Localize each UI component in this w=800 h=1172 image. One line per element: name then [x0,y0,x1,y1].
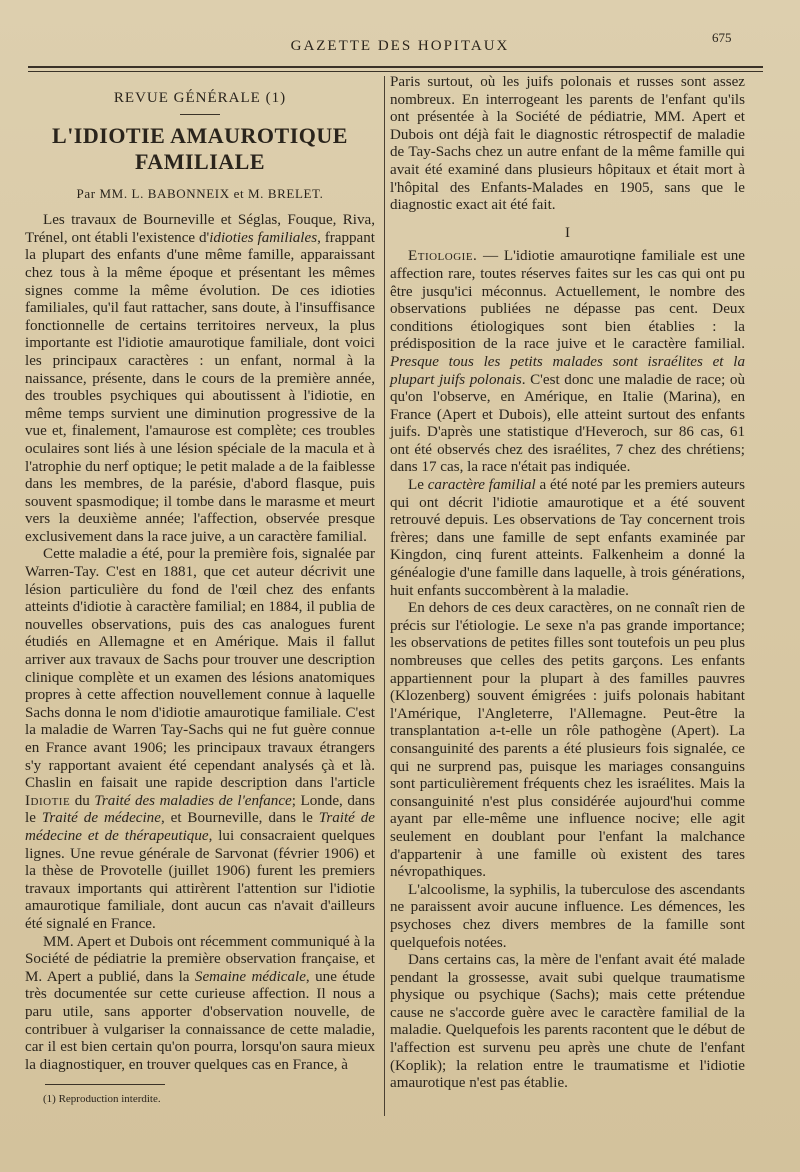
paragraph: MM. Apert et Dubois ont récemment communiqué à la Société de pédiatrie la première observation française, et M. Apert a publié, dans la Semaine médicale, une étude très documentée sur cette curieuse affection. Il nous a paru utile, sans apporter d'observation nouvelle, de contribuer à vulgariser la connaissance de cette maladie, car il est bien certain qu'on pourra, lorsqu'on saura mieux la diagnostiquer, en trouver quelques cas en France, à [25,933,375,1073]
header-rule-thin [28,71,763,72]
paragraph: Etiologie. — L'idiotie amaurotiqne familiale est une affection rare, toutes réserves faites sur les cas qui ont pu être jusqu'ici méconnus. Actuellement, le nombre des observations publiées ne dépasse pas cent. Deux conditions étiologiques sont bien établies : la prédisposition de la race juive et le caractère familial. Presque tous les petits malades sont israélites et la plupart juifs polonais. C'est donc une maladie de race; où qu'on l'observe, en Amérique, en Italie (Marina), en France (Apert et Dubois), elle atteint surtout des enfants juifs. D'après une statistique d'Heveroch, sur 86 cas, 61 ont été observés chez des israélites, 7 chez des chrétiens; dans 17 cas, la race n'était pas indiquée. [390,248,745,476]
page-number: 675 [712,30,732,45]
section-number: I [565,224,570,241]
title-rule [180,114,220,115]
paragraph: Paris surtout, où les juifs polonais et russes sont assez nombreux. En interrogeant les parents de l'enfant qu'ils ont présentée à la Société de pédiatrie, MM. Apert et Dubois ont déjà fait le diagnostic rétrospectif de maladie de Tay-Sachs chez un autre enfant de la même famille qui avait été examiné dans plusieurs hôpitaux et était mort à l'hôpital des Enfants-Malades en 1905, sans que le diagnostic exact ait été fait. [390,74,745,214]
running-header: GAZETTE DES HOPITAUX [290,38,510,54]
byline: Par MM. L. BABONNEIX et M. BRELET. [76,185,324,201]
article-title: L'IDIOTIE AMAUROTIQUE FAMILIALE [52,122,348,174]
paragraph: L'alcoolisme, la syphilis, la tuberculose des ascendants ne paraissent avoir aucune influence. Les démences, les psychoses chez divers membres de la famille sont quelquefois notées. [390,881,745,951]
left-column [25,74,375,1109]
paragraph: Le caractère familial a été noté par les premiers auteurs qui ont décrit l'idiotie amaurotique et a été souvent retrouvé depuis. Les observations de Tay concernent trois frères; dans une famille de sept enfants examinée par Kingdon, cinq furent atteints. Falkenheim a donné la généalogie d'une famille dans laquelle, à trois générations, huit enfants succombèrent à la maladie. [390,477,745,599]
footnote: (1) Reproduction interdite. [43,1093,161,1106]
right-column [390,74,745,1093]
footnote-rule [45,1084,165,1085]
paragraph: Cette maladie a été, pour la première fois, signalée par Warren-Tay. C'est en 1881, que cet auteur décrivit une lésion particulière du fond de l'œil chez des enfants atteints d'idiotie à caractère familial; en 1884, il publia de nouvelles observations, puis des cas analogues furent étudiés en Allemagne et en Amérique. Mais il fallut arriver aux travaux de Sachs pour trouver une description clinique complète et un examen des lésions anatomiques propres à cette affection nouvellement connue à laquelle Sachs donna le nom d'idiotie amaurotique familiale. C'est la maladie de Warren Tay-Sachs qui ne fut guère connue en France avant 1906; les principaux travaux étrangers s'y rapportant avaient été cependant analysés çà et là. Chaslin en faisait une rapide description dans l'article Idiotie du Traité des maladies de l'enfance; Londe, dans le Traité de médecine, et Bourneville, dans le Traité de médecine et de thérapeutique, lui consacraient quelques lignes. Une revue générale de Sarvonat (février 1906) et la thèse de Provotelle (juillet 1906) furent les premiers travaux importants qui attirèrent l'attention sur l'idiotie amaurotique familiale, dont aucun cas n'avait d'ailleurs été signalé en France. [25,546,376,932]
column-divider [384,76,385,1116]
paragraph: Dans certains cas, la mère de l'enfant avait été malade pendant la grossesse, avait subi quelque traumatisme physique ou psychique (Sachs); mais cette prétendue cause ne s'accorde guère avec le caractère familial de la maladie. Quelquefois les parents racontent que le début de l'affection est survenu peu après une chute de l'enfant (Koplik); la relation entre le traumatisme et l'idiotie amaurotique n'est pas établie. [390,952,745,1092]
header-rule [28,66,763,68]
section-label: REVUE GÉNÉRALE (1) [113,90,287,106]
paragraph: En dehors de ces deux caractères, on ne connaît rien de précis sur l'étiologie. Le sexe n'a pas grande importance; les observations de petites filles sont toutefois un peu plus nombreuses que celles des petits garçons. Les enfants appartiennent pour la plupart à des familles pauvres (Klozenberg) souvent émigrées : juifs polonais habitant l'Amérique, l'Angleterre, l'Allemagne. Peut-être la transplantation a-t-elle un rôle pathogène (Apert). La consanguinité des parents a été plusieurs fois signalée, ce qui ne surprend pas, puisque les mariages consanguins sont particulièrement fréquents chez les israélites. Mais la consanguinité n'est plus considérée aujourd'hui comme ayant par elle-même une influence nocive; elle agit seulement en doublant pour l'enfant la malchance d'appartenir à une famille où existent des tares névropathiques. [390,600,745,881]
paragraph: Les travaux de Bourneville et Séglas, Fouque, Riva, Trénel, ont établi l'existence d'idioties familiales, frappant la plupart des enfants d'une même famille, apparaissant chez tous à la même époque et présentant les mêmes signes comme la même évolution. De ces idioties familiales, qu'il faut rattacher, sans doute, à l'insuffisance fonctionnelle de certains territoires nerveux, la plus importante est l'idiotie amaurotique familiale, dont voici les principaux caractères : un enfant, normal à la naissance, présente, dans le cours de la première année, des troubles psychiques qui aboutissent à l'idiotie, en même temps survient une diminution progressive de la vue et, finalement, l'amaurose est complète; ces troubles oculaires sont liés à une lésion spéciale de la macula et à l'atrophie du nerf optique; le petit malade a de la faiblesse dans les membres, de la parésie, d'abord flasque, puis souvent spasmodique; il tombe dans le marasme et meurt vers la deuxième année; l'affection, observée presque exclusivement dans la race juive, a un caractère familial. [25,212,375,545]
